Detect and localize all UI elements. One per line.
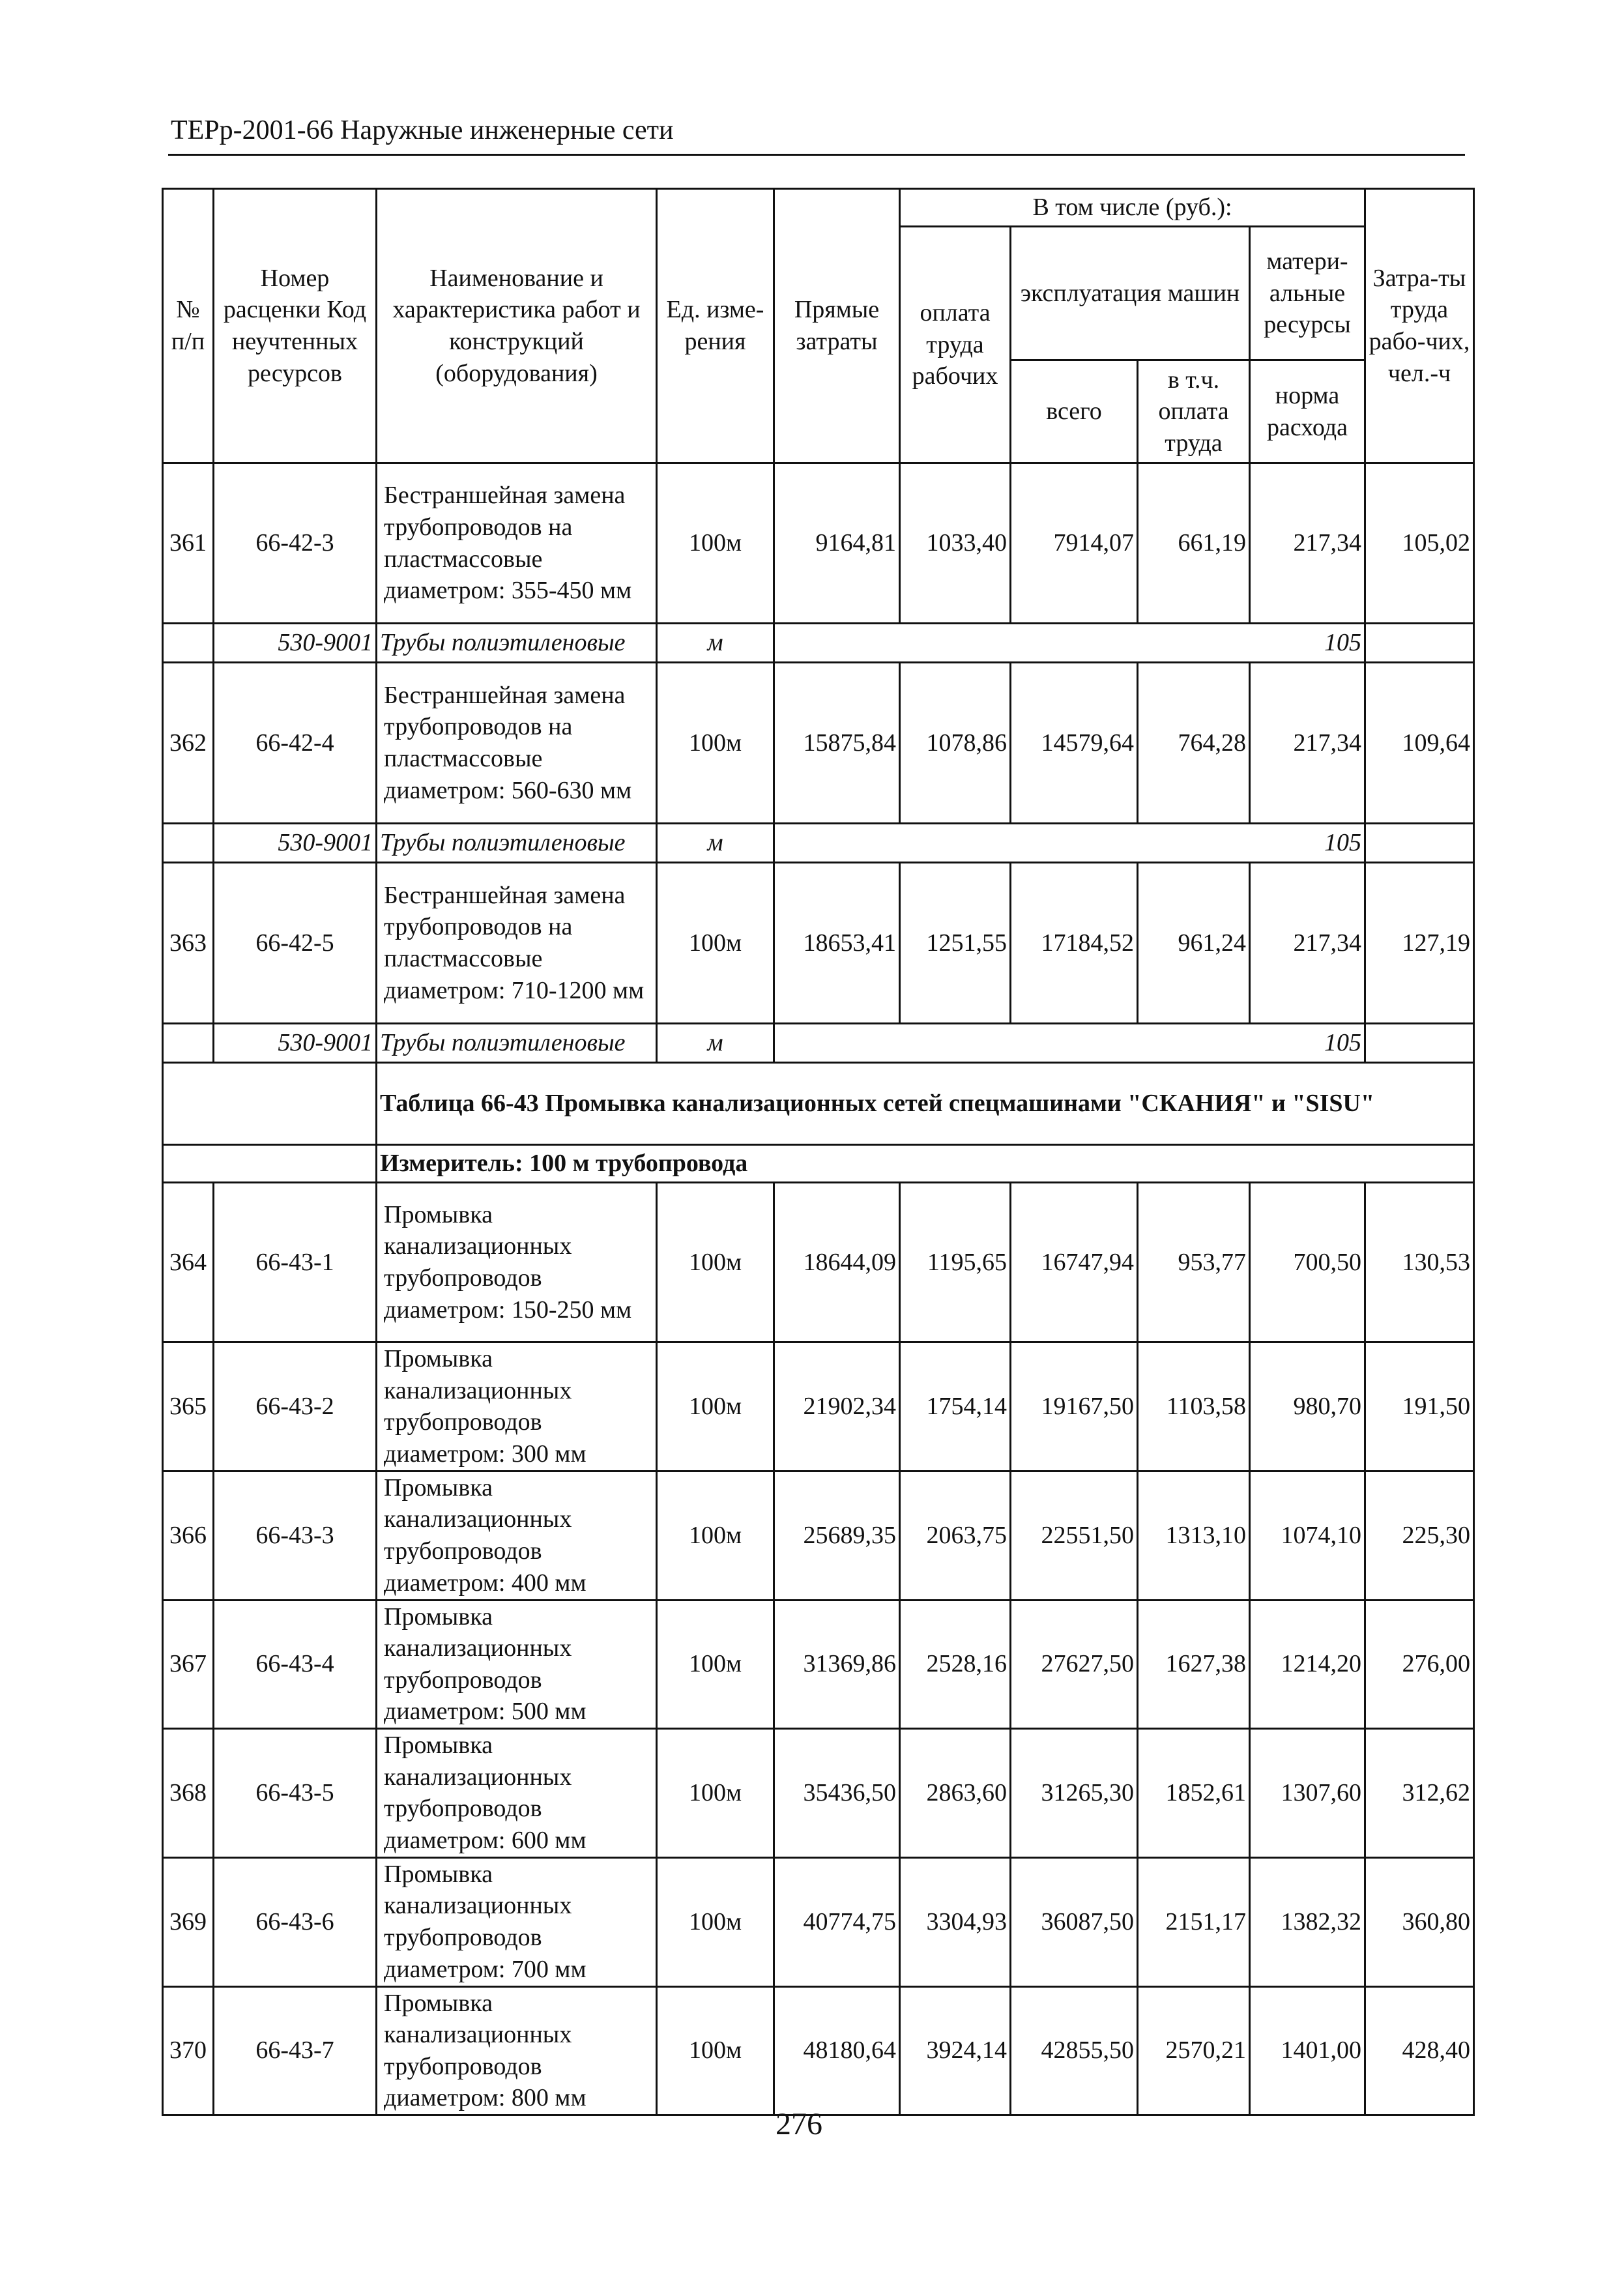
row-unit: 100м: [657, 1183, 774, 1342]
header-rule: [168, 154, 1465, 156]
row-materials: 980,70: [1250, 1342, 1365, 1471]
row-code: 66-42-4: [214, 663, 377, 824]
header-materials: матери-альные ресурсы: [1250, 227, 1365, 360]
row-name: Промывка канализационных трубопроводов диаметром: 700 мм: [377, 1857, 657, 1986]
resource-code: 530-9001: [214, 824, 377, 863]
resource-name: Трубы полиэтиленовые: [377, 824, 657, 863]
row-name: Промывка канализационных трубопроводов диаметром: 400 мм: [377, 1471, 657, 1600]
rates-table: [162, 188, 1475, 2116]
row-labor-hours: 225,30: [1365, 1471, 1474, 1600]
row-code: 66-43-6: [214, 1857, 377, 1986]
row-num: 366: [163, 1471, 214, 1600]
header-direct-costs: Прямые затраты: [774, 189, 900, 463]
row-machines: 31265,30: [1011, 1729, 1138, 1858]
row-machines-labor: 953,77: [1138, 1183, 1250, 1342]
resource-unit: м: [657, 824, 774, 863]
table-row: [163, 463, 1474, 624]
header-machines-total: всего: [1011, 360, 1138, 463]
row-direct: 35436,50: [774, 1729, 900, 1858]
row-labor: 1251,55: [900, 863, 1011, 1024]
row-machines-labor: 1313,10: [1138, 1471, 1250, 1600]
resource-code: 530-9001: [214, 624, 377, 663]
row-name: Промывка канализационных трубопроводов диаметром: 150-250 мм: [377, 1183, 657, 1342]
row-name: Бестраншейная замена трубопроводов на пластмассовые диаметром: 710-1200 мм: [377, 863, 657, 1024]
row-machines: 14579,64: [1011, 663, 1138, 824]
row-labor: 1195,65: [900, 1183, 1011, 1342]
row-direct: 21902,34: [774, 1342, 900, 1471]
row-machines: 27627,50: [1011, 1600, 1138, 1729]
row-direct: 25689,35: [774, 1471, 900, 1600]
row-labor-hours: 130,53: [1365, 1183, 1474, 1342]
resource-unit: м: [657, 624, 774, 663]
row-unit: 100м: [657, 863, 774, 1024]
resource-unit: м: [657, 1024, 774, 1063]
row-machines: 36087,50: [1011, 1857, 1138, 1986]
table-row: [163, 663, 1474, 824]
row-machines: 19167,50: [1011, 1342, 1138, 1471]
header-including: В том числе (руб.):: [900, 189, 1365, 227]
row-machines: 7914,07: [1011, 463, 1138, 624]
row-materials: 1307,60: [1250, 1729, 1365, 1858]
row-labor-hours: 105,02: [1365, 463, 1474, 624]
row-name: Промывка канализационных трубопроводов диаметром: 800 мм: [377, 1986, 657, 2115]
table-row: [163, 1857, 1474, 1986]
row-labor: 1033,40: [900, 463, 1011, 624]
row-num: 369: [163, 1857, 214, 1986]
resource-norm: 105: [774, 1024, 1365, 1063]
row-labor-hours: 127,19: [1365, 863, 1474, 1024]
header-machines: эксплуатация машин: [1011, 227, 1250, 360]
row-unit: 100м: [657, 463, 774, 624]
row-labor-hours: 191,50: [1365, 1342, 1474, 1471]
row-name: Промывка канализационных трубопроводов диаметром: 500 мм: [377, 1600, 657, 1729]
resource-name: Трубы полиэтиленовые: [377, 1024, 657, 1063]
section-title: Таблица 66-43 Промывка канализационных сетей спецмашинами "СКАНИЯ" и "SISU": [377, 1063, 1474, 1145]
section-measure: Измеритель: 100 м трубопровода: [377, 1145, 1474, 1183]
row-unit: 100м: [657, 1342, 774, 1471]
header-labor-cost: Затра-ты труда рабо-чих, чел.-ч: [1365, 189, 1474, 463]
table-row: [163, 1729, 1474, 1858]
row-direct: 18653,41: [774, 863, 900, 1024]
row-name: Промывка канализационных трубопроводов диаметром: 600 мм: [377, 1729, 657, 1858]
row-machines-labor: 764,28: [1138, 663, 1250, 824]
row-direct: 40774,75: [774, 1857, 900, 1986]
resource-name: Трубы полиэтиленовые: [377, 624, 657, 663]
row-labor-hours: 109,64: [1365, 663, 1474, 824]
row-unit: 100м: [657, 663, 774, 824]
row-labor: 2063,75: [900, 1471, 1011, 1600]
row-materials: 217,34: [1250, 863, 1365, 1024]
row-machines: 42855,50: [1011, 1986, 1138, 2115]
row-direct: 18644,09: [774, 1183, 900, 1342]
row-labor: 1754,14: [900, 1342, 1011, 1471]
table-row: [163, 1600, 1474, 1729]
row-code: 66-42-5: [214, 863, 377, 1024]
row-code: 66-43-5: [214, 1729, 377, 1858]
resource-row: [163, 624, 1474, 663]
row-labor: 2528,16: [900, 1600, 1011, 1729]
row-machines: 22551,50: [1011, 1471, 1138, 1600]
row-num: 363: [163, 863, 214, 1024]
header-num: № п/п: [163, 189, 214, 463]
row-materials: 1074,10: [1250, 1471, 1365, 1600]
row-unit: 100м: [657, 1986, 774, 2115]
row-num: 365: [163, 1342, 214, 1471]
table-row: [163, 1471, 1474, 1600]
row-labor: 3924,14: [900, 1986, 1011, 2115]
resource-norm: 105: [774, 624, 1365, 663]
resource-row: [163, 1024, 1474, 1063]
row-unit: 100м: [657, 1471, 774, 1600]
row-direct: 15875,84: [774, 663, 900, 824]
row-code: 66-43-4: [214, 1600, 377, 1729]
row-code: 66-43-7: [214, 1986, 377, 2115]
row-machines-labor: 2151,17: [1138, 1857, 1250, 1986]
table-row: [163, 863, 1474, 1024]
row-machines: 16747,94: [1011, 1183, 1138, 1342]
row-labor: 1078,86: [900, 663, 1011, 824]
row-labor-hours: 276,00: [1365, 1600, 1474, 1729]
row-num: 364: [163, 1183, 214, 1342]
resource-norm: 105: [774, 824, 1365, 863]
header-code: Номер расценки Код неучтенных ресурсов: [214, 189, 377, 463]
row-code: 66-43-1: [214, 1183, 377, 1342]
row-materials: 1401,00: [1250, 1986, 1365, 2115]
row-machines-labor: 961,24: [1138, 863, 1250, 1024]
row-labor: 3304,93: [900, 1857, 1011, 1986]
row-machines-labor: 1627,38: [1138, 1600, 1250, 1729]
row-labor-hours: 360,80: [1365, 1857, 1474, 1986]
row-labor: 2863,60: [900, 1729, 1011, 1858]
row-num: 361: [163, 463, 214, 624]
row-name: Промывка канализационных трубопроводов диаметром: 300 мм: [377, 1342, 657, 1471]
row-materials: 217,34: [1250, 663, 1365, 824]
row-direct: 9164,81: [774, 463, 900, 624]
row-num: 370: [163, 1986, 214, 2115]
table-row: [163, 1183, 1474, 1342]
row-num: 368: [163, 1729, 214, 1858]
row-unit: 100м: [657, 1857, 774, 1986]
row-name: Бестраншейная замена трубопроводов на пластмассовые диаметром: 560-630 мм: [377, 663, 657, 824]
row-labor-hours: 312,62: [1365, 1729, 1474, 1858]
row-machines: 17184,52: [1011, 863, 1138, 1024]
row-machines-labor: 1852,61: [1138, 1729, 1250, 1858]
header-labor-pay: оплата труда рабочих: [900, 227, 1011, 463]
row-labor-hours: 428,40: [1365, 1986, 1474, 2115]
table-row: [163, 1342, 1474, 1471]
table-row: [163, 1986, 1474, 2115]
row-materials: 700,50: [1250, 1183, 1365, 1342]
row-materials: 1382,32: [1250, 1857, 1365, 1986]
page-number: 276: [776, 2107, 822, 2141]
row-unit: 100м: [657, 1600, 774, 1729]
row-num: 362: [163, 663, 214, 824]
row-machines-labor: 1103,58: [1138, 1342, 1250, 1471]
row-name: Бестраншейная замена трубопроводов на пластмассовые диаметром: 355-450 мм: [377, 463, 657, 624]
row-materials: 1214,20: [1250, 1600, 1365, 1729]
row-materials: 217,34: [1250, 463, 1365, 624]
row-unit: 100м: [657, 1729, 774, 1858]
header-unit: Ед. изме-рения: [657, 189, 774, 463]
resource-code: 530-9001: [214, 1024, 377, 1063]
row-code: 66-43-3: [214, 1471, 377, 1600]
header-machines-labor: в т.ч. оплата труда: [1138, 360, 1250, 463]
row-code: 66-43-2: [214, 1342, 377, 1471]
resource-row: [163, 824, 1474, 863]
header-name: Наименование и характеристика работ и конструкций (оборудования): [377, 189, 657, 463]
row-direct: 31369,86: [774, 1600, 900, 1729]
row-machines-labor: 2570,21: [1138, 1986, 1250, 2115]
row-code: 66-42-3: [214, 463, 377, 624]
page-header-title: ТЕРр-2001-66 Наружные инженерные сети: [171, 115, 674, 145]
row-num: 367: [163, 1600, 214, 1729]
row-direct: 48180,64: [774, 1986, 900, 2115]
header-norm: норма расхода: [1250, 360, 1365, 463]
row-machines-labor: 661,19: [1138, 463, 1250, 624]
